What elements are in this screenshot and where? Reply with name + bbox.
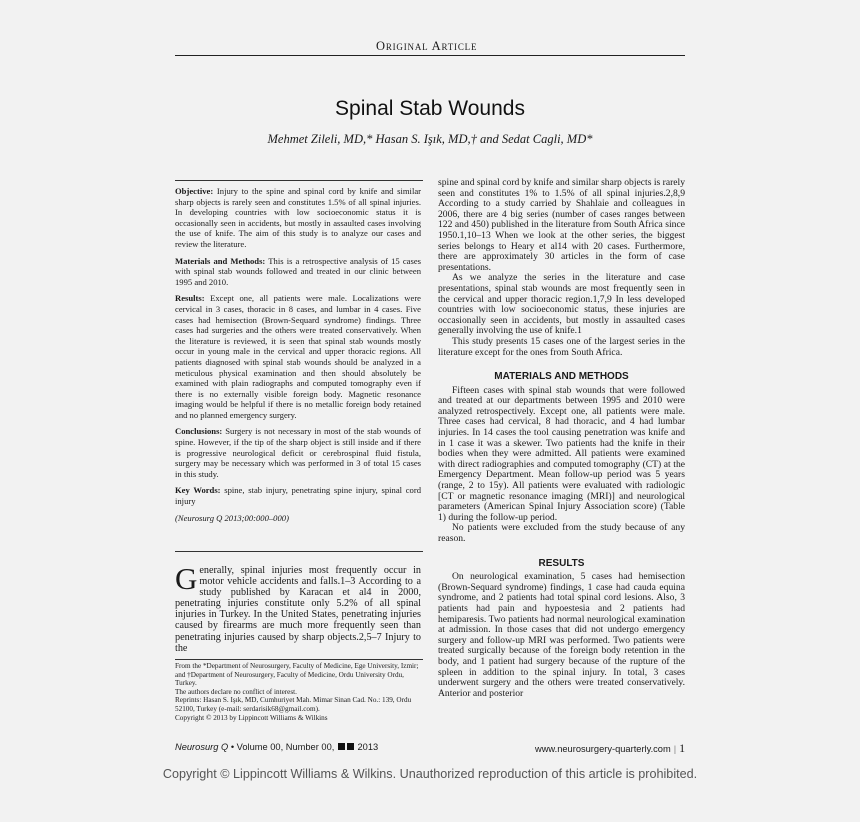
- footnote-rule: [175, 659, 423, 660]
- journal-url[interactable]: www.neurosurgery-quarterly.com: [535, 744, 671, 754]
- section-label: Original Article: [376, 39, 478, 53]
- right-column: [438, 178, 685, 699]
- page-separator: |: [673, 744, 677, 754]
- abstract-top-rule: [175, 180, 423, 181]
- introduction-text: Generally, spinal injuries most frequently occur in motor vehicle accidents and falls.1–3 According to a study published by Karacan et al4 in 2000, penetrating injuries constitute only 5.2% of all spinal injuries in Turkey. In the United States, penetrating injuries caused by firearms are much more frequently seen than penetrating injuries caused by sharp objects.2,5–7 Injury to the: [175, 561, 421, 654]
- abstract: [175, 186, 421, 529]
- copyright-notice: Copyright © Lippincott Williams & Wilkins. Unauthorized reproduction of this article is prohibited.: [162, 767, 698, 781]
- paragraph: This study presents 15 cases one of the largest series in the literature except for the ones from South Africa.: [438, 335, 685, 358]
- paragraph: As we analyze the series in the literature and case presentations, spinal stab wounds are most frequently seen in the cervical and upper thoracic region.1,7,9 In less developed countries with low socioeconomic status, these injuries are occasionally seen in accidents, but mostly in assaulted cases generally involving the use of knife.1: [438, 272, 685, 337]
- abstract-conclusions: Conclusions: Surgery is not necessary in most of the stab wounds of spine. However, if the tip of the sharp object is still inside and if there is progressive neurological deficit or cerebrospinal fluid fistula, surgery may be necessary which was performed in 3 of total 15 cases in this study.: [175, 426, 421, 479]
- article-title: Spinal Stab Wounds: [335, 97, 525, 120]
- abstract-methods: Materials and Methods: This is a retrospective analysis of 15 cases with spinal stab wounds followed and treated in our clinic between 1995 and 2010.: [175, 255, 421, 287]
- journal-url-footer: [535, 741, 685, 756]
- abstract-citation: (Neurosurg Q 2013;00:000–000): [175, 512, 289, 523]
- footnote-affiliations: From the *Department of Neurosurgery, Faculty of Medicine, Ege University, Izmir; and †Department of Neurosurgery, Faculty of Medicine, Ordu University Ordu, Turkey.: [175, 662, 419, 688]
- paragraph: spine and spinal cord by knife and similar sharp objects is rarely seen and constitutes 1% to 1.5% of all spinal injuries.2,8,9 According to a study carried by Shahlaie and colleagues in 2006, there are 4 big series (number of cases ranges between 122 and 450) published in the literature from South Africa since 1950.1,10–13 When we look at the other series, the biggest series belongs to Heary et al14 with 20 cases. Furthermore, there are approximately 30 articles in the form of case presentations.: [438, 177, 685, 273]
- page-number: 1: [679, 741, 686, 755]
- journal-name: Neurosurg Q: [175, 742, 229, 752]
- abstract-keywords: Key Words: spine, stab injury, penetrating spine injury, spinal cord injury: [175, 485, 421, 507]
- methods-heading: MATERIALS AND METHODS: [494, 371, 629, 383]
- paragraph: On neurological examination, 5 cases had hemisection (Brown-Sequard syndrome) findings, 1 case had cauda equina syndrome, and 2 patients had total spinal cord lesions. Also, 3 patients had pain and hypoestesia and 2 patients had hemiparesis. Two patients had normal neurological examination at admission. In those cases that did not undergo emergency surgery and follow-up MRI was performed. Two patients were treated surgically because of the foreign body retention in the body, and 1 patient had surgery because of the rupture of the spleen in addition to the spinal injury. In total, 3 cases underwent surgery and the others were treated conservatively. Anterior and posterior: [438, 571, 685, 699]
- abstract-bottom-rule: [175, 551, 423, 552]
- abstract-objective: Objective: Injury to the spine and spinal cord by knife and similar sharp objects is rarely seen and constitutes 1.5% of all spinal injuries. In developing countries with low socioeconomic status it is occasionally seen in accidents, but mostly in assaulted cases involving the use of knife. The aim of this study is to analyze our cases and review the literature.: [175, 186, 422, 249]
- journal-footer: Neurosurg Q • Volume 00, Number 00, 2013: [175, 742, 379, 752]
- paragraph: Fifteen cases with spinal stab wounds that were followed and treated at our departments between 1995 and 2010 were analyzed retrospectively. Except one, all patients were male. Three cases had cervical, 8 had thoracic, and 4 had lumbar injuries. In 14 cases the tool causing penetration was knife and in 1 case it was a skewer. Two patients had the knife in their bodies when they were admitted. All patients were examined with direct radiographies and computed tomography (CT) at the Emergency Department. Mean follow-up period was 5 years (range, 2 to 15y). All patients were evaluated with radiologic [CT or magnetic resonance imaging (MRI)] and neurological parameters (American Spinal Injury Association score) (Table 1) during the follow-up period.: [438, 384, 685, 523]
- square-glyph: [338, 743, 345, 750]
- header-rule: [175, 55, 685, 56]
- footnote-copyright: Copyright © 2013 by Lippincott Williams & Wilkins: [175, 713, 328, 722]
- abstract-results: Results: Except one, all patients were male. Localizations were cervical in 3 cases, thoracic in 8 cases, and lumbar in 4 cases. Five cases had hemisection (Brown-Sequard syndrome) findings. Three cases had surgeries and the others were treated conservatively. When the literature is reviewed, it is seen that spinal stab wounds mostly occur in young male in the cervical and upper thoracic regions. All patients diagnosed with spinal stab wounds should be analyzed in a meticulous physical examination and then should absolutely be examined with plain radiographs and computed tomography even if there is no externally visible foreign body. Magnetic resonance imaging would be helpful if there is no metallic foreign body retained and no planned emergency surgery.: [175, 293, 421, 420]
- author-list: Mehmet Zileli, MD,* Hasan S. Işık, MD,† and Sedat Cagli, MD*: [267, 132, 593, 146]
- drop-cap: G: [175, 561, 198, 596]
- affiliation-footnote: [175, 662, 421, 722]
- footnote-reprints: Reprints: Hasan S. Işık, MD, Cumhuriyet Mah. Mimar Sinan Cad. No.: 139, Ordu 52100, Turkey (e-mail: serdarisik68@gmail.com).: [175, 696, 412, 713]
- square-glyph: [347, 743, 354, 750]
- paragraph: No patients were excluded from the study because of any reason.: [438, 522, 685, 544]
- footnote-conflict: The authors declare no conflict of interest.: [175, 687, 297, 696]
- results-heading: RESULTS: [538, 557, 585, 569]
